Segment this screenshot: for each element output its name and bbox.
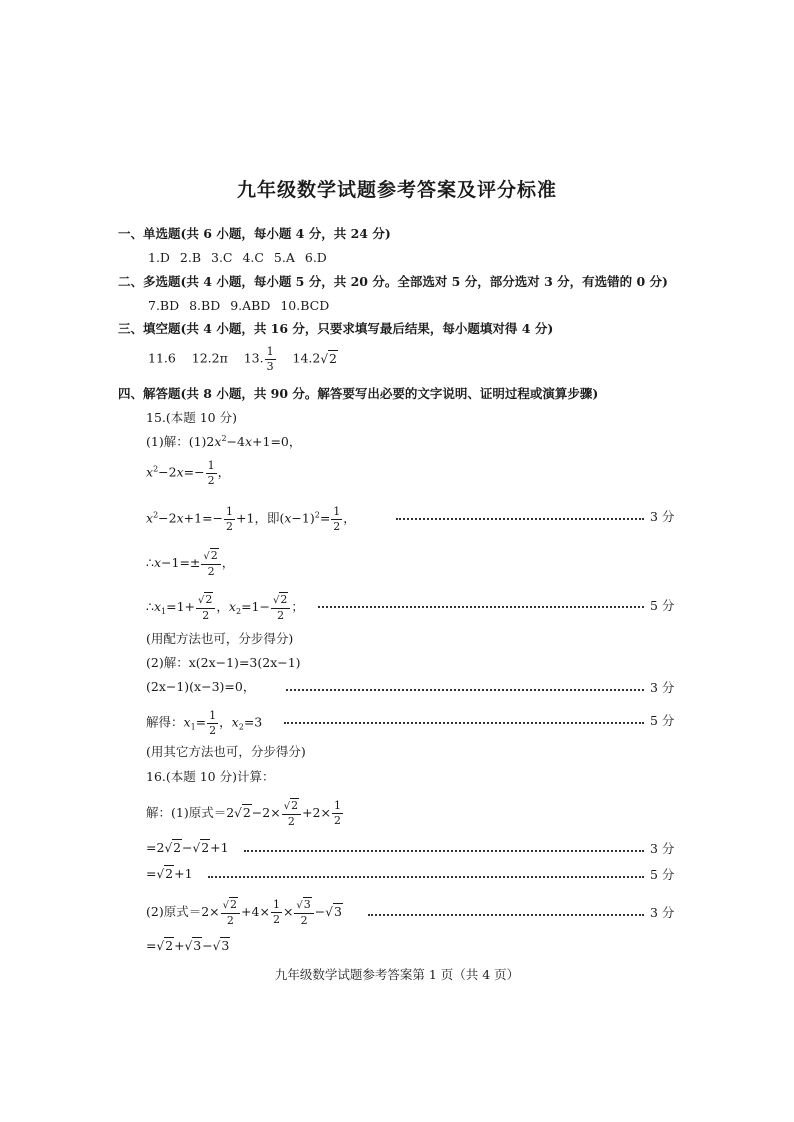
section-1-heading: 一、单选题(共 6 小题，每小题 4 分，共 24 分): [118, 226, 391, 241]
score-leader: [284, 722, 644, 724]
score-leader: [396, 518, 644, 520]
q15-part2-equation: (2)解：x(2x−1)=3(2x−1): [146, 655, 301, 670]
q15-step-3: ∴x−1=± $\frac{√2}{2}$ ，: [146, 549, 235, 578]
score-label: 3 分: [650, 841, 675, 856]
answer-14-radical: √2: [320, 350, 337, 366]
q15-part1-equation: (1)解：$(1)2x^2-4x+1=0$，: [146, 434, 302, 449]
q15-note-1: (用配方法也可，分步得分): [146, 631, 294, 646]
q16-header: 16.(本题 10 分)计算：: [146, 769, 275, 784]
score-leader: [318, 606, 644, 608]
q15-solution: 解得：$x_1=$ $\frac{1}{2}$ ，$x_2=3$: [146, 709, 263, 737]
q16-step-3: =√2+√3−√3: [146, 938, 230, 953]
score-leader: [244, 850, 644, 852]
score-label: 5 分: [650, 713, 675, 728]
section-3-answers: [148, 346, 338, 372]
section-1-answers: 1.D 2.B 3.C 4.C 5.A 6.D: [148, 250, 327, 265]
q15-step-4: $\therefore x_1=1+$ $\frac{√2}{2}$ ，$x_2=1-$ $\frac{√2}{2}$ ；: [146, 593, 304, 622]
answer-11: 11.6: [148, 350, 176, 366]
q15-step-1: $x^2-2x=-$ $\frac{1}{2}$ ，: [146, 459, 231, 487]
score-leader: [208, 876, 644, 878]
q15-header: 15.(本题 10 分): [146, 410, 237, 425]
q16-step-1: =2√2−√2+1: [146, 840, 229, 855]
section-4-heading: 四、解答题(共 8 小题，共 90 分。解答要写出必要的文字说明、证明过程或演算步骤): [118, 386, 599, 401]
answer-14-label: 14.2: [292, 350, 321, 366]
page-footer: 九年级数学试题参考答案第 1 页（共 4 页）: [274, 967, 520, 982]
section-3-heading: 三、填空题(共 4 小题，共 16 分，只要求填写最后结果，每小题填对得 4 分): [118, 321, 554, 336]
q16-part1-expression: 解：(1)原式＝2√2−2× $\frac{√2}{2}$ +2× $\frac{1}{2}$: [146, 799, 341, 828]
score-label: 3 分: [650, 680, 675, 695]
q16-step-2: =√2+1: [146, 866, 193, 881]
q16-part2-expression: (2)原式＝2× $\frac{√2}{2}$ +4× $\frac{1}{2}$ × $\frac{√3}{2}$ −√3: [146, 898, 342, 927]
score-label: 5 分: [650, 867, 675, 882]
q15-note-2: (用其它方法也可，分步得分): [146, 744, 306, 759]
score-leader: [368, 914, 644, 916]
q15-factor-line: (2x−1)(x−3)=0，: [146, 679, 256, 694]
section-2-heading: 二、多选题(共 4 小题，每小题 5 分，共 20 分。全部选对 5 分，部分选对 3 分，有选错的 0 分): [118, 274, 668, 289]
page-title: 九年级数学试题参考答案及评分标准: [236, 179, 557, 201]
score-label: 5 分: [650, 598, 675, 613]
answer-13-label: 13.: [243, 350, 264, 366]
answer-12: 12.2π: [191, 350, 228, 366]
score-label: 3 分: [650, 905, 675, 920]
score-label: 3 分: [650, 509, 675, 524]
q15-step-2: $x^2-2x+1=-$ $\frac{1}{2}$ +1，即$(x-1)^2=$ $\frac{1}{2}$ ，: [146, 505, 356, 533]
answer-13-fraction: $\frac{1}{3}$: [266, 345, 274, 373]
score-leader: [286, 689, 644, 691]
section-2-answers: 7.BD 8.BD 9.ABD 10.BCD: [148, 298, 330, 313]
